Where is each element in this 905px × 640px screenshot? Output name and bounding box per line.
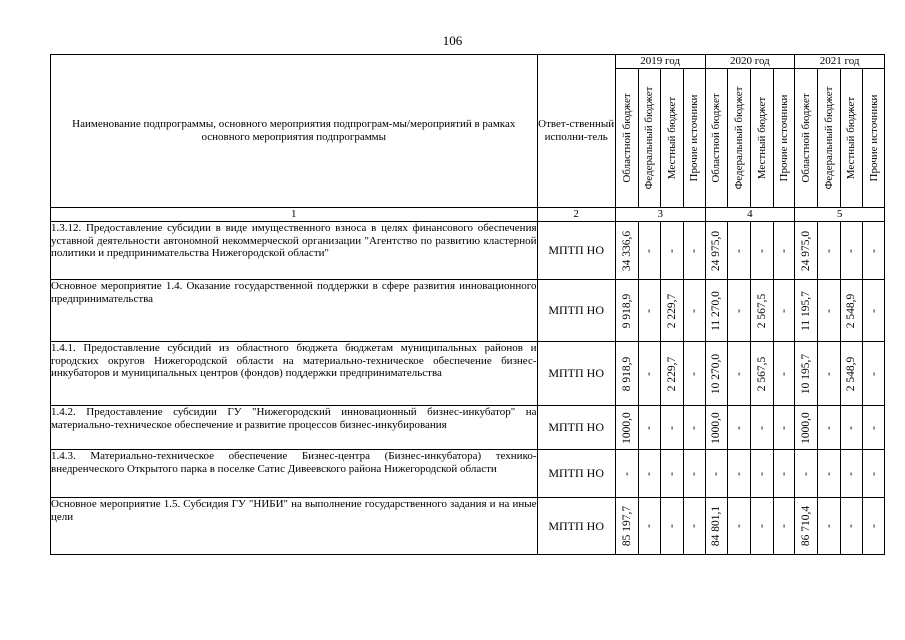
col-number-4: 4 bbox=[705, 208, 795, 222]
executor-cell: МПТП НО bbox=[537, 498, 615, 555]
amount-cell bbox=[750, 406, 773, 450]
amount-cell bbox=[705, 342, 728, 406]
source-header-cell bbox=[728, 69, 751, 208]
amount-cell bbox=[683, 406, 705, 450]
source-header-label: Федеральный бюджет bbox=[733, 86, 746, 190]
amount-cell bbox=[773, 498, 795, 555]
amount-cell bbox=[638, 342, 661, 406]
amount-value: - bbox=[777, 308, 790, 313]
col-number-3: 3 bbox=[615, 208, 705, 222]
amount-value: - bbox=[688, 524, 701, 528]
measure-description: 1.4.2. Предоставление субсидии ГУ "Нижегородский инновационный бизнес-инкубатор" на материально-техническое обеспечение и развитие процессов бизнес-инкубирования bbox=[51, 406, 538, 450]
source-header-cell bbox=[840, 69, 863, 208]
amount-value: - bbox=[845, 471, 858, 476]
amount-cell bbox=[750, 222, 773, 280]
source-header-cell bbox=[750, 69, 773, 208]
executor-cell: МПТП НО bbox=[537, 280, 615, 342]
amount-cell bbox=[728, 406, 751, 450]
amount-value: - bbox=[845, 425, 858, 430]
amount-value: 2 548,9 bbox=[845, 356, 858, 391]
amount-cell bbox=[750, 450, 773, 498]
header-row-years bbox=[51, 55, 885, 69]
amount-cell bbox=[728, 342, 751, 406]
amount-value: 10 270,0 bbox=[710, 353, 723, 394]
table-row bbox=[51, 280, 885, 342]
amount-value: - bbox=[643, 425, 656, 430]
amount-value: - bbox=[733, 524, 746, 528]
amount-value: - bbox=[755, 471, 768, 476]
amount-cell bbox=[615, 450, 638, 498]
year-2021: 2021 год bbox=[795, 55, 885, 69]
amount-cell bbox=[750, 280, 773, 342]
amount-value: - bbox=[666, 248, 679, 253]
amount-value: - bbox=[822, 425, 835, 430]
amount-value: - bbox=[620, 471, 633, 476]
amount-value: - bbox=[867, 471, 880, 476]
amount-value: 1000,0 bbox=[710, 411, 723, 444]
source-header-cell bbox=[863, 69, 885, 208]
source-header-label: Прочие источники bbox=[867, 94, 880, 182]
amount-cell bbox=[661, 498, 684, 555]
amount-cell bbox=[817, 342, 840, 406]
measure-description: Основное мероприятие 1.5. Субсидия ГУ "НИБИ" на выполнение государственного задания и на иные цели bbox=[51, 498, 538, 555]
header-executor: Ответ-ственный исполни-тель bbox=[538, 118, 615, 143]
source-header-label: Местный бюджет bbox=[666, 96, 679, 180]
amount-value: - bbox=[777, 425, 790, 430]
amount-cell bbox=[773, 280, 795, 342]
amount-cell bbox=[795, 342, 818, 406]
table-row bbox=[51, 450, 885, 498]
amount-cell bbox=[817, 280, 840, 342]
amount-cell bbox=[661, 280, 684, 342]
source-header-label: Федеральный бюджет bbox=[822, 86, 835, 190]
amount-value: 1000,0 bbox=[620, 411, 633, 444]
measure-description: 1.3.12. Предоставление субсидии в виде имущественного взноса в целях финансового обеспечения уставной деятельности автономной некоммерческой организации "Агентство по развитию кластерной политики и предпринимательства Нижегородской области" bbox=[51, 222, 538, 280]
amount-value: - bbox=[733, 308, 746, 313]
amount-value: - bbox=[777, 248, 790, 253]
source-header-label: Местный бюджет bbox=[845, 96, 858, 180]
amount-cell bbox=[863, 450, 885, 498]
col-number-1: 1 bbox=[51, 208, 538, 222]
amount-cell bbox=[795, 450, 818, 498]
amount-value: - bbox=[643, 308, 656, 313]
amount-cell bbox=[615, 406, 638, 450]
amount-value: 86 710,4 bbox=[800, 505, 813, 547]
amount-cell bbox=[728, 498, 751, 555]
amount-value: - bbox=[822, 308, 835, 313]
amount-value: - bbox=[733, 371, 746, 376]
source-header-label: Областной бюджет bbox=[710, 93, 723, 183]
year-2019: 2019 год bbox=[615, 55, 705, 69]
amount-value: 84 801,1 bbox=[710, 505, 723, 547]
amount-cell bbox=[863, 406, 885, 450]
amount-cell bbox=[705, 498, 728, 555]
header-row-column-numbers bbox=[51, 208, 885, 222]
budget-table bbox=[50, 54, 885, 555]
amount-cell bbox=[728, 222, 751, 280]
amount-cell bbox=[683, 450, 705, 498]
amount-value: 11 195,7 bbox=[800, 290, 813, 331]
amount-value: - bbox=[666, 425, 679, 430]
amount-value: - bbox=[822, 524, 835, 528]
amount-cell bbox=[840, 498, 863, 555]
amount-value: - bbox=[755, 425, 768, 430]
header-name: Наименование подпрограммы, основного мероприятия подпрограм-мы/мероприятий в рамках основного мероприятия подпрограммы bbox=[72, 118, 516, 143]
amount-value: 2 229,7 bbox=[666, 356, 679, 391]
amount-value: - bbox=[800, 471, 813, 476]
amount-value: - bbox=[867, 524, 880, 528]
amount-cell bbox=[817, 222, 840, 280]
amount-value: 34 336,6 bbox=[620, 230, 633, 271]
source-header-label: Прочие источники bbox=[777, 94, 790, 182]
amount-value: 2 548,9 bbox=[845, 293, 858, 328]
amount-cell bbox=[750, 498, 773, 555]
amount-value: - bbox=[733, 248, 746, 253]
executor-cell: МПТП НО bbox=[537, 450, 615, 498]
amount-value: - bbox=[688, 471, 701, 476]
amount-cell bbox=[863, 342, 885, 406]
amount-cell bbox=[705, 450, 728, 498]
amount-cell bbox=[863, 222, 885, 280]
amount-value: - bbox=[643, 248, 656, 253]
source-header-label: Областной бюджет bbox=[620, 93, 633, 183]
amount-cell bbox=[773, 450, 795, 498]
amount-value: - bbox=[643, 524, 656, 528]
amount-value: 85 197,7 bbox=[620, 505, 633, 547]
amount-cell bbox=[863, 498, 885, 555]
source-header-cell bbox=[817, 69, 840, 208]
amount-value: - bbox=[777, 371, 790, 376]
amount-value: - bbox=[822, 248, 835, 253]
amount-cell bbox=[683, 222, 705, 280]
header-executor-cell bbox=[537, 55, 615, 208]
amount-value: 2 567,5 bbox=[755, 293, 768, 328]
amount-value: - bbox=[777, 471, 790, 476]
executor-cell: МПТП НО bbox=[537, 342, 615, 406]
amount-value: - bbox=[845, 248, 858, 253]
amount-value: - bbox=[867, 371, 880, 376]
amount-value: - bbox=[755, 248, 768, 253]
table-row bbox=[51, 406, 885, 450]
amount-cell bbox=[795, 222, 818, 280]
amount-cell bbox=[840, 280, 863, 342]
amount-cell bbox=[661, 342, 684, 406]
amount-value: - bbox=[688, 371, 701, 376]
amount-value: - bbox=[867, 308, 880, 313]
amount-cell bbox=[840, 406, 863, 450]
amount-cell bbox=[750, 342, 773, 406]
amount-value: - bbox=[867, 425, 880, 430]
amount-value: 8 918,9 bbox=[620, 356, 633, 391]
amount-cell bbox=[863, 280, 885, 342]
amount-value: 9 918,9 bbox=[620, 293, 633, 328]
amount-cell bbox=[661, 450, 684, 498]
amount-cell bbox=[795, 280, 818, 342]
source-header-cell bbox=[615, 69, 638, 208]
amount-value: - bbox=[733, 425, 746, 430]
amount-value: - bbox=[777, 524, 790, 528]
amount-value: 2 567,5 bbox=[755, 356, 768, 391]
amount-value: - bbox=[643, 371, 656, 376]
measure-description: 1.4.1. Предоставление субсидий из областного бюджета бюджетам муниципальных районов и городских округов Нижегородской области на материально-техническое обеспечение бизнес-инкубаторов и муниципальных центров (фондов) поддержки предпринимательства bbox=[51, 342, 538, 406]
amount-cell bbox=[638, 280, 661, 342]
amount-value: - bbox=[755, 524, 768, 528]
table-row bbox=[51, 498, 885, 555]
amount-cell bbox=[638, 406, 661, 450]
amount-cell bbox=[615, 342, 638, 406]
amount-cell bbox=[705, 222, 728, 280]
source-header-cell bbox=[683, 69, 705, 208]
amount-cell bbox=[773, 222, 795, 280]
amount-cell bbox=[773, 342, 795, 406]
col-number-5: 5 bbox=[795, 208, 885, 222]
amount-value: - bbox=[710, 471, 723, 476]
amount-value: - bbox=[666, 471, 679, 476]
source-header-label: Местный бюджет bbox=[755, 96, 768, 180]
table-row bbox=[51, 342, 885, 406]
amount-value: 11 270,0 bbox=[710, 290, 723, 331]
amount-cell bbox=[795, 498, 818, 555]
amount-value: - bbox=[688, 308, 701, 313]
amount-cell bbox=[840, 450, 863, 498]
amount-cell bbox=[728, 450, 751, 498]
executor-cell: МПТП НО bbox=[537, 222, 615, 280]
amount-cell bbox=[773, 406, 795, 450]
amount-cell bbox=[615, 498, 638, 555]
source-header-label: Прочие источники bbox=[688, 94, 701, 182]
amount-value: - bbox=[822, 371, 835, 376]
amount-cell bbox=[728, 280, 751, 342]
amount-cell bbox=[615, 222, 638, 280]
amount-cell bbox=[638, 222, 661, 280]
measure-description: 1.4.3. Материально-техническое обеспечение Бизнес-центра (Бизнес-инкубатора) технико-внедренческого Открытого парка в поселке Сатис Дивеевского района Нижегородской области bbox=[51, 450, 538, 498]
amount-cell bbox=[705, 406, 728, 450]
amount-value: 24 975,0 bbox=[710, 230, 723, 271]
amount-cell bbox=[683, 280, 705, 342]
amount-value: 24 975,0 bbox=[800, 230, 813, 271]
executor-cell: МПТП НО bbox=[537, 406, 615, 450]
col-number-2: 2 bbox=[537, 208, 615, 222]
amount-value: 1000,0 bbox=[800, 411, 813, 444]
amount-cell bbox=[817, 450, 840, 498]
amount-cell bbox=[615, 280, 638, 342]
amount-value: - bbox=[666, 524, 679, 528]
source-header-cell bbox=[705, 69, 728, 208]
source-header-cell bbox=[773, 69, 795, 208]
table-row bbox=[51, 222, 885, 280]
amount-value: - bbox=[688, 425, 701, 430]
amount-value: - bbox=[688, 248, 701, 253]
year-2020: 2020 год bbox=[705, 55, 795, 69]
amount-cell bbox=[638, 498, 661, 555]
amount-cell bbox=[638, 450, 661, 498]
source-header-label: Федеральный бюджет bbox=[643, 86, 656, 190]
amount-cell bbox=[661, 222, 684, 280]
amount-cell bbox=[795, 406, 818, 450]
amount-cell bbox=[840, 342, 863, 406]
amount-cell bbox=[840, 222, 863, 280]
amount-value: 2 229,7 bbox=[666, 293, 679, 328]
source-header-cell bbox=[795, 69, 818, 208]
amount-value: 10 195,7 bbox=[800, 353, 813, 394]
amount-cell bbox=[683, 498, 705, 555]
source-header-cell bbox=[661, 69, 684, 208]
amount-cell bbox=[817, 498, 840, 555]
source-header-cell bbox=[638, 69, 661, 208]
amount-value: - bbox=[643, 471, 656, 476]
amount-value: - bbox=[822, 471, 835, 476]
amount-cell bbox=[705, 280, 728, 342]
amount-value: - bbox=[867, 248, 880, 253]
amount-cell bbox=[817, 406, 840, 450]
header-name-cell bbox=[51, 55, 538, 208]
source-header-label: Областной бюджет bbox=[800, 93, 813, 183]
measure-description: Основное мероприятие 1.4. Оказание государственной поддержки в сфере развития инновационного предпринимательства bbox=[51, 280, 538, 342]
page-number: 106 bbox=[442, 33, 463, 48]
amount-value: - bbox=[845, 524, 858, 528]
amount-cell bbox=[683, 342, 705, 406]
amount-cell bbox=[661, 406, 684, 450]
amount-value: - bbox=[733, 471, 746, 476]
